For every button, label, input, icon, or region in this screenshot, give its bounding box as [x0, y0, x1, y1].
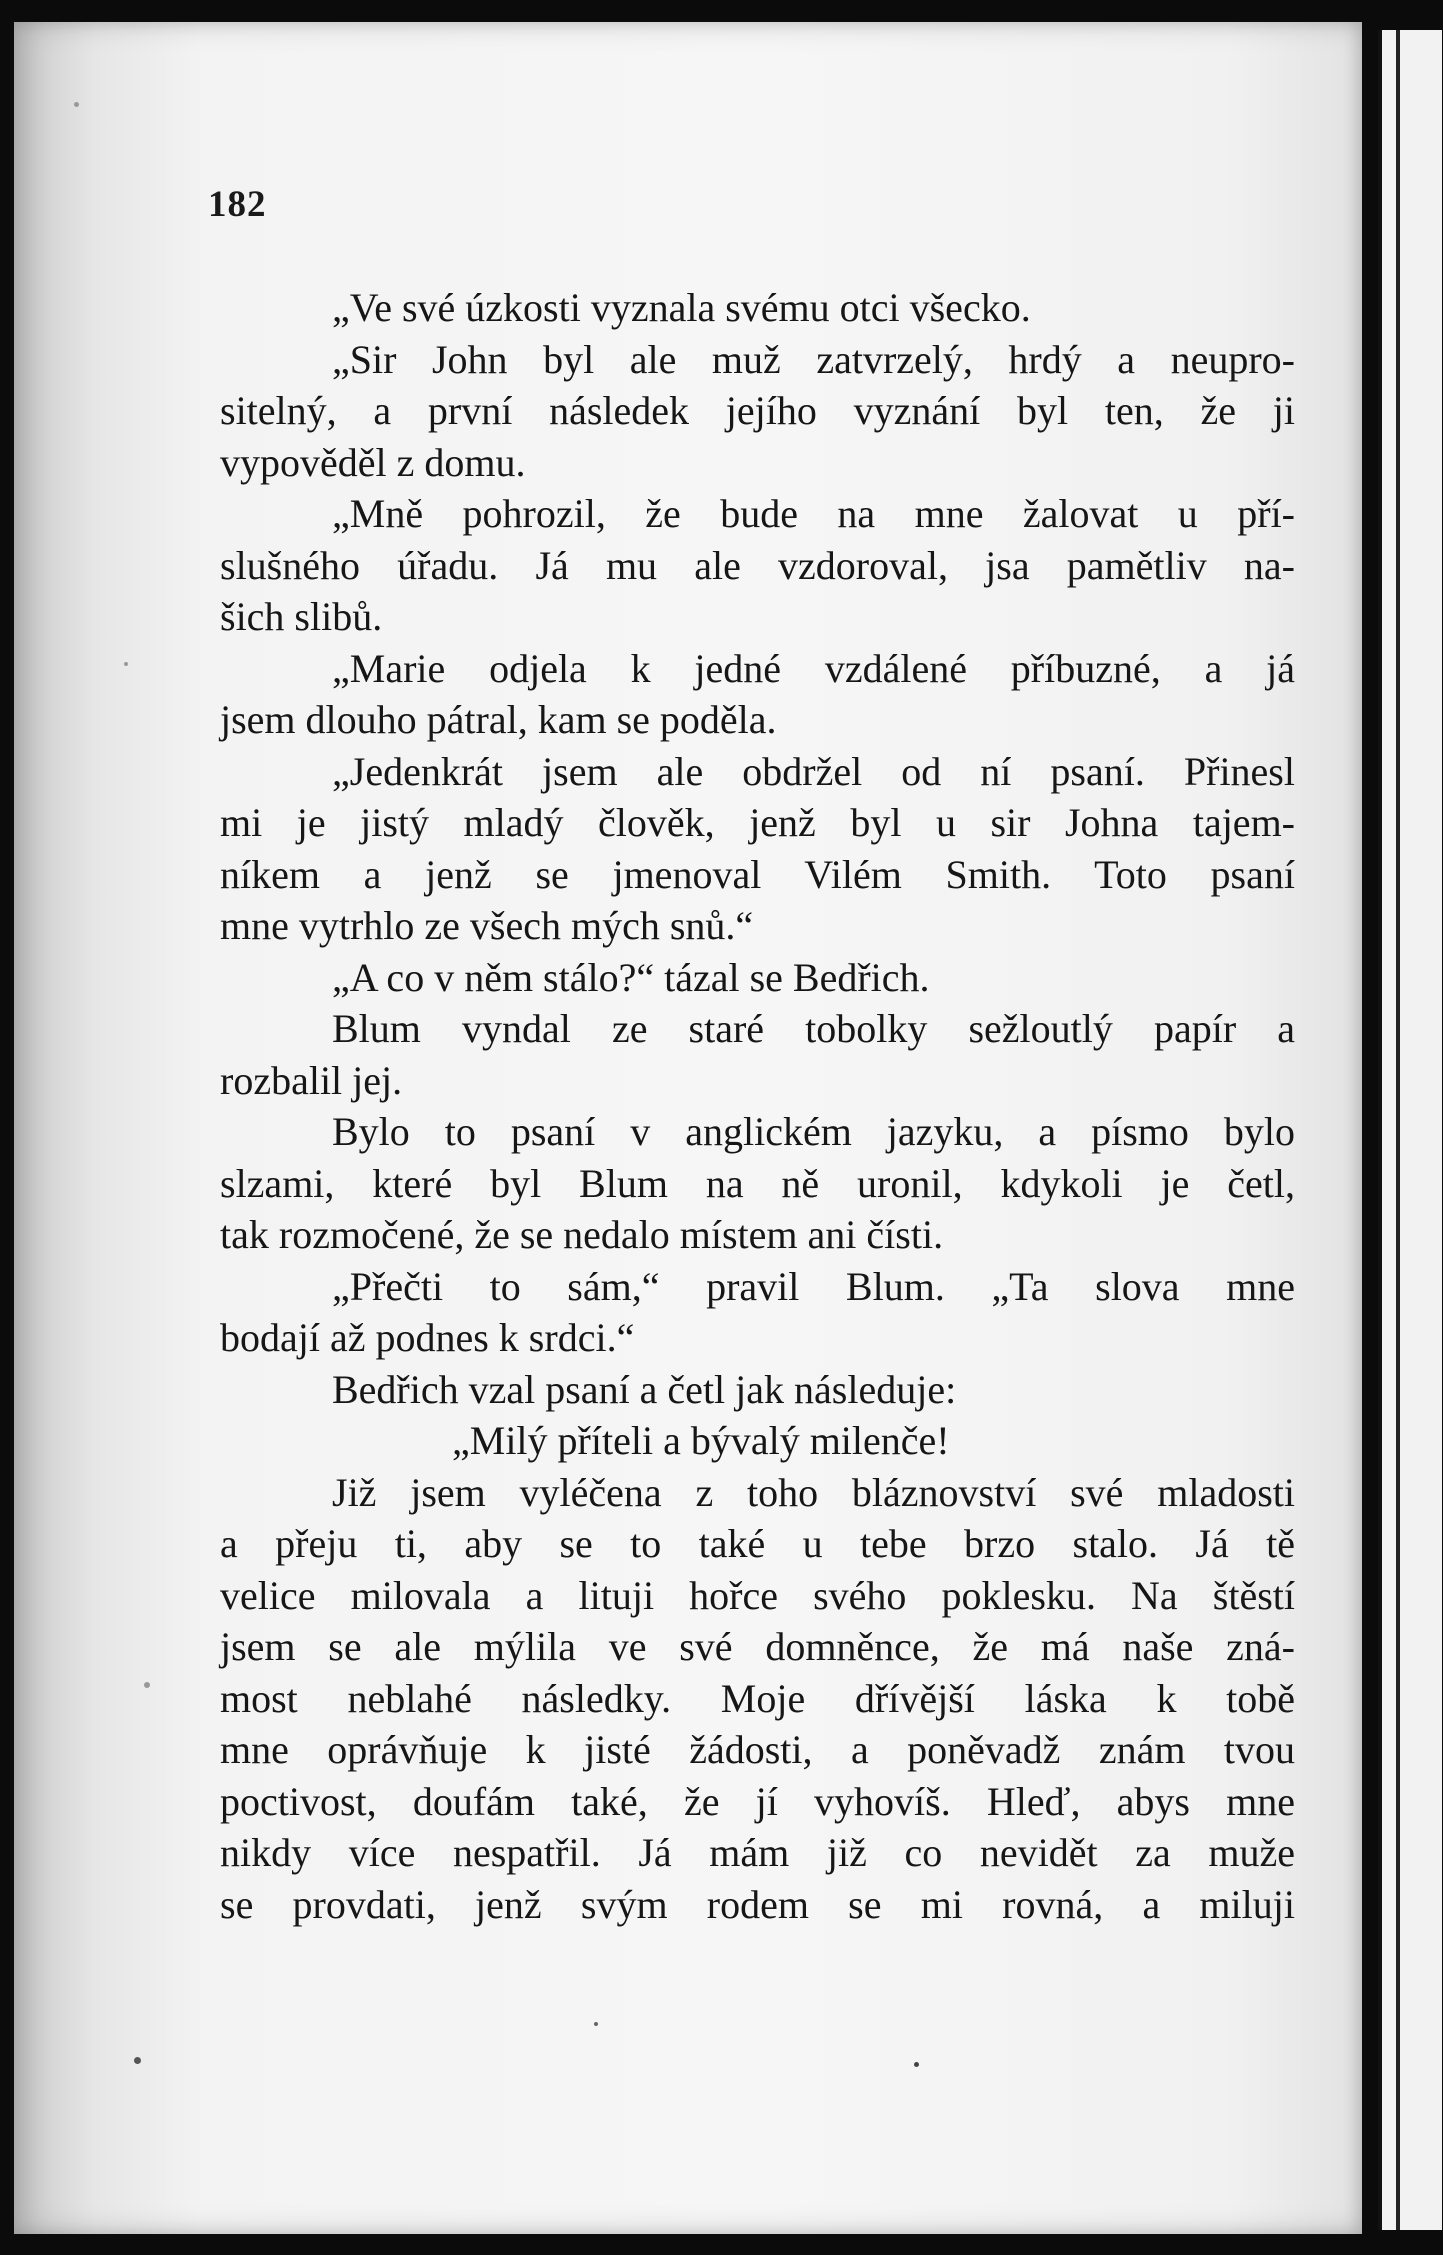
text-line: most neblahé následky. Moje dřívější láska k tobě: [220, 1675, 1295, 1721]
text-line: níkem a jenž se jmenoval Vilém Smith. Toto psaní: [220, 851, 1295, 897]
text-line: mi je jistý mladý člověk, jenž byl u sir Johna tajem-: [220, 800, 1295, 845]
text-line: „Ve své úzkosti vyznala svému otci všecko.: [332, 285, 1031, 330]
paper-speck: [144, 1682, 150, 1688]
text-line: rozbalil jej.: [220, 1057, 403, 1103]
text-line: „Milý příteli a bývalý milenče!: [452, 1418, 950, 1463]
text-line: se provdati, jenž svým rodem se mi rovná, a miluji: [220, 1881, 1295, 1927]
text-line: jsem dlouho pátral, kam se poděla.: [220, 697, 777, 742]
text-line: a přeju ti, aby se to také u tebe brzo stalo. Já tě: [220, 1521, 1295, 1566]
body-text: [220, 282, 1295, 1930]
paper-speck: [124, 662, 128, 666]
text-line: „Jedenkrát jsem ale obdržel od ní psaní. Přinesl: [332, 748, 1295, 794]
text-line: mne vytrhlo ze všech mých snů.“: [220, 903, 754, 948]
paper-speck: [594, 2022, 598, 2026]
page-number: 182: [208, 184, 267, 225]
text-line: slzami, které byl Blum na ně uronil, kdykoli je četl,: [220, 1160, 1295, 1206]
text-line: mne oprávňuje k jisté žádosti, a poněvadž znám tvou: [220, 1727, 1295, 1772]
text-line: tak rozmočené, že se nedalo místem ani čísti.: [220, 1212, 944, 1257]
paper-speck: [134, 2057, 141, 2064]
text-line: Bedřich vzal psaní a četl jak následuje:: [332, 1366, 957, 1412]
text-line: poctivost, doufám také, že jí vyhovíš. Hleď, abys mne: [220, 1778, 1295, 1824]
text-line: „Marie odjela k jedné vzdálené příbuzné, a já: [332, 645, 1295, 691]
text-line: slušného úřadu. Já mu ale vzdoroval, jsa pamětliv na-: [220, 542, 1295, 588]
text-line: velice milovala a lituji hořce svého poklesku. Na štěstí: [220, 1572, 1295, 1618]
text-line: „Sir John byl ale muž zatvrzelý, hrdý a neupro-: [332, 336, 1295, 382]
text-line: nikdy více nespatřil. Já mám již co nevidět za muže: [220, 1830, 1295, 1875]
paper-speck: [74, 102, 79, 107]
text-line: jsem se ale mýlila ve své domněnce, že má naše zná-: [220, 1624, 1295, 1669]
text-line: „Přečti to sám,“ pravil Blum. „Ta slova mne: [332, 1263, 1295, 1309]
text-line: Bylo to psaní v anglickém jazyku, a písmo bylo: [332, 1109, 1295, 1154]
text-line: Již jsem vyléčena z toho bláznovství své mladosti: [332, 1469, 1295, 1515]
text-line: vypověděl z domu.: [220, 439, 526, 485]
text-line: Blum vyndal ze staré tobolky sežloutlý papír a: [332, 1006, 1295, 1051]
text-line: sitelný, a první následek jejího vyznání byl ten, že ji: [220, 388, 1295, 433]
text-line: „A co v něm stálo?“ tázal se Bedřich.: [332, 954, 930, 1000]
text-line: šich slibů.: [220, 594, 383, 639]
paper-speck: [914, 2062, 919, 2067]
text-line: bodají až podnes k srdci.“: [220, 1315, 635, 1360]
adjacent-page-edge: [1378, 30, 1442, 2230]
text-line: „Mně pohrozil, že bude na mne žalovat u pří-: [332, 491, 1295, 536]
